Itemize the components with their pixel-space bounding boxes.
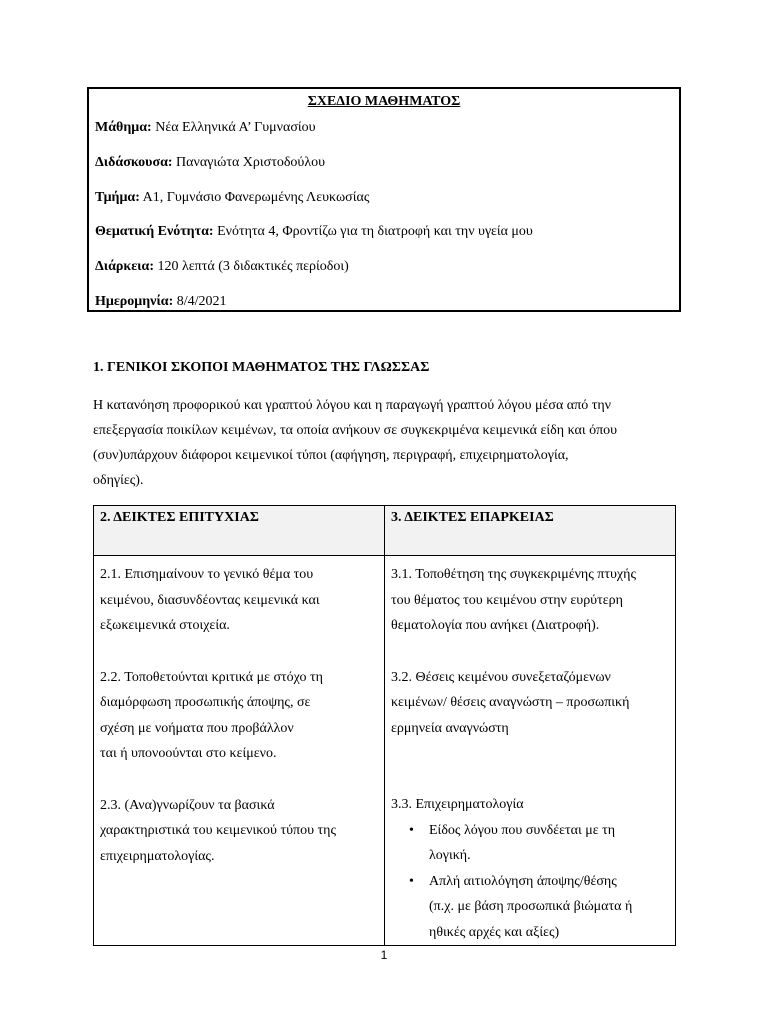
paragraph-line: οδηγίες). [93, 473, 144, 488]
cell-line: του θέματος του κειμένου στην ευρύτερη [391, 592, 623, 608]
bullet-continuation: λογική. [429, 848, 471, 863]
adequacy-indicators-header: 3. ΔΕΙΚΤΕΣ ΕΠΑΡΚΕΙΑΣ [385, 506, 676, 556]
cell-line: σχέση με νοήματα που προβάλλον [100, 720, 294, 736]
page-number: 1 [380, 948, 388, 962]
class-row [95, 189, 369, 207]
lesson-plan-header-box [87, 87, 681, 312]
bullet-continuation: (π.χ. με βάση προσωπικά βιώματα ή [429, 899, 633, 914]
cell-line: ερμηνεία αναγνώστη [391, 720, 509, 736]
success-indicators-cell [94, 556, 385, 946]
bullet-item [391, 869, 669, 895]
cell-line: 3.1. Τοποθέτηση της συγκεκριμένης πτυχής [391, 567, 636, 582]
lesson-plan-title: ΣΧΕΔΙΟ ΜΑΘΗΜΑΤΟΣ [307, 94, 461, 109]
paragraph-line: (συν)υπάρχουν διάφοροι κειμενικοί τύποι (αφήγηση, περιγραφή, επιχειρηματολογία, [93, 448, 569, 463]
cell-line: 2.2. Τοποθετούνται κριτικά με στόχο τη [100, 669, 323, 685]
bullet-dot-icon: • [409, 873, 414, 889]
section1-heading: 1. ΓΕΝΙΚΟΙ ΣΚΟΠΟΙ ΜΑΘΗΜΑΤΟΣ ΤΗΣ ΓΛΩΣΣΑΣ [93, 360, 430, 375]
date-value: 8/4/2021 [173, 294, 227, 309]
cell-line: 3.3. Επιχειρηματολογία [391, 797, 524, 812]
teacher-label: Διδάσκουσα: [95, 155, 173, 170]
cell-line: 2.1. Επισημαίνουν το γενικό θέμα του [100, 567, 314, 582]
paragraph-line: επεξεργασία ποικίλων κειμένων, τα οποία ανήκουν σε συγκεκριμένα κειμενικά είδη και όπου [93, 423, 618, 438]
class-label: Τμήμα: [95, 190, 140, 205]
bullet-dot-icon: • [409, 822, 414, 838]
class-value: Α1, Γυμνάσιο Φανερωμένης Λευκωσίας [139, 190, 370, 205]
unit-label: Θεματική Ενότητα: [95, 224, 214, 239]
cell-line: 2.3. (Ανα)γνωρίζουν τα βασικά [100, 797, 275, 813]
cell-line: 3.2. Θέσεις κειμένου συνεξεταζόμενων [391, 669, 611, 685]
indicators-table-body-row [94, 556, 676, 946]
success-indicators-header: 2. ΔΕΙΚΤΕΣ ΕΠΙΤΥΧΙΑΣ [94, 506, 385, 556]
cell-line: κειμένου, διασυνδέοντας κειμενικά και [100, 592, 320, 608]
cell-line: διαμόρφωση προσωπικής άποψης, σε [100, 695, 311, 710]
section1-paragraph [93, 393, 683, 493]
bullet-item [391, 818, 669, 844]
subject-value: Νέα Ελληνικά Α’ Γυμνασίου [151, 120, 316, 135]
cell-line: επιχειρηματολογίας. [100, 848, 215, 864]
bullet-continuation: ηθικές αρχές και αξίες) [429, 924, 560, 940]
teacher-value: Παναγιώτα Χριστοδούλου [172, 155, 326, 170]
date-row [95, 293, 227, 311]
duration-row [95, 258, 349, 276]
bullet-text: Είδος λόγου που συνδέεται με τη [429, 822, 616, 838]
cell-line: ται ή υπονοούνται στο κείμενο. [100, 746, 277, 761]
bullet-text: Απλή αιτιολόγηση άποψης/θέσης [429, 873, 617, 889]
adequacy-indicators-cell [385, 556, 676, 946]
duration-label: Διάρκεια: [95, 259, 154, 274]
indicators-table-header-row [94, 506, 676, 556]
unit-value: Ενότητα 4, Φροντίζω για τη διατροφή και την υγεία μου [213, 224, 533, 239]
unit-row [95, 223, 533, 241]
cell-line: χαρακτηριστικά του κειμενικού τύπου της [100, 823, 336, 838]
paragraph-line: Η κατανόηση προφορικού και γραπτού λόγου και η παραγωγή γραπτού λόγου μέσα από την [93, 398, 611, 413]
subject-row [95, 119, 316, 137]
date-label: Ημερομηνία: [95, 294, 174, 309]
cell-line: κειμένων/ θέσεις αναγνώστη – προσωπική [391, 695, 630, 710]
cell-line: εξωκειμενικά στοιχεία. [100, 618, 230, 633]
duration-value: 120 λεπτά (3 διδακτικές περίοδοι) [154, 259, 349, 274]
cell-line: θεματολογία που ανήκει (Διατροφή). [391, 618, 600, 633]
indicators-table [93, 505, 676, 946]
subject-label: Μάθημα: [95, 120, 152, 135]
teacher-row [95, 154, 325, 172]
